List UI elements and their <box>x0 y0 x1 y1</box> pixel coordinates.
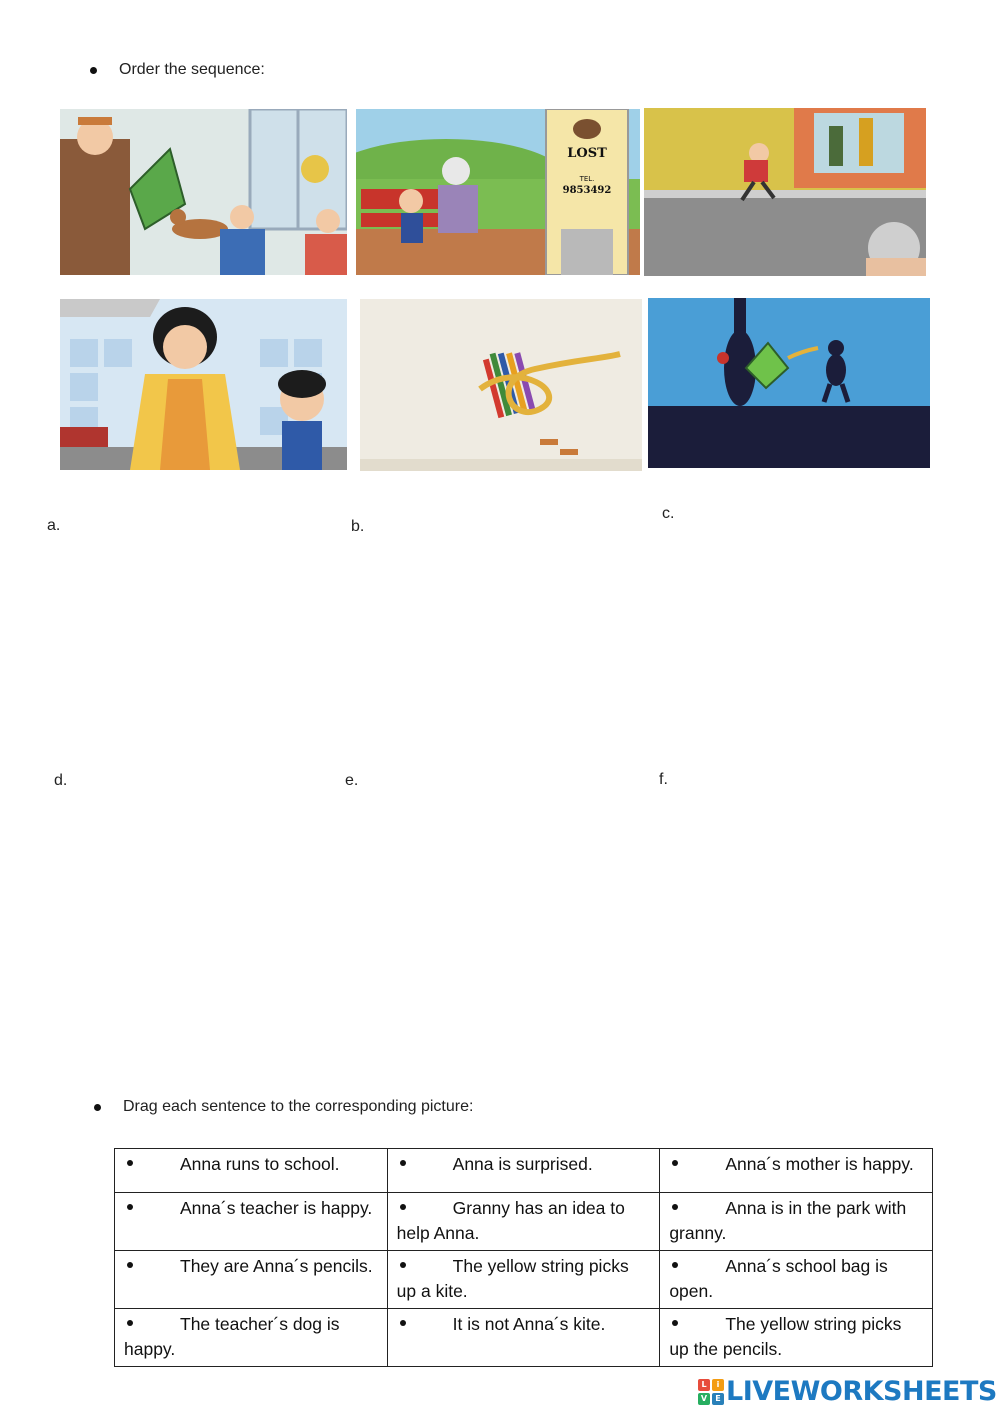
bullet-icon <box>94 1104 101 1111</box>
picture-mother-kitchen <box>60 299 347 470</box>
sentence-cell[interactable]: The yellow string picks up the pencils. <box>660 1309 933 1367</box>
sentence-cell[interactable]: Anna is surprised. <box>387 1149 660 1193</box>
poster-lost-text: LOST <box>567 146 607 161</box>
bullet-icon <box>127 1204 133 1210</box>
bullet-icon <box>90 67 97 74</box>
poster-number-text: 9853492 <box>562 185 612 196</box>
poster-tel-text: TEL. <box>579 175 595 183</box>
table-row <box>115 1251 933 1309</box>
bullet-icon <box>400 1160 406 1166</box>
table-row <box>115 1309 933 1367</box>
sentence-cell[interactable]: Anna´s mother is happy. <box>660 1149 933 1193</box>
bullet-icon <box>400 1320 406 1326</box>
sentence-cell[interactable]: It is not Anna´s kite. <box>387 1309 660 1367</box>
liveworksheets-logo-icon: L i V E <box>698 1379 724 1405</box>
answer-label-f: f. <box>659 771 668 788</box>
table-row <box>115 1149 933 1193</box>
liveworksheets-logo-text: LIVEWORKSHEETS <box>726 1376 997 1407</box>
order-instruction-text: Order the sequence: <box>119 61 265 78</box>
bullet-icon <box>127 1262 133 1268</box>
sentence-cell[interactable]: Anna´s teacher is happy. <box>115 1193 388 1251</box>
answer-label-b: b. <box>351 518 365 535</box>
sentence-cell[interactable]: Anna´s school bag is open. <box>660 1251 933 1309</box>
sentence-cell[interactable]: The yellow string picks up a kite. <box>387 1251 660 1309</box>
bullet-icon <box>672 1262 678 1268</box>
answer-label-e: e. <box>345 772 359 789</box>
sentence-cell[interactable]: Anna is in the park with granny. <box>660 1193 933 1251</box>
bullet-icon <box>127 1160 133 1166</box>
order-instruction <box>90 61 265 79</box>
picture-string-pencils <box>360 299 642 471</box>
answer-label-c: c. <box>662 505 675 522</box>
sentence-cell[interactable]: They are Anna´s pencils. <box>115 1251 388 1309</box>
picture-running-school <box>644 108 926 276</box>
bullet-icon <box>400 1262 406 1268</box>
sentence-cell[interactable]: The teacher´s dog is happy. <box>115 1309 388 1367</box>
sentence-cell[interactable]: Granny has an idea to help Anna. <box>387 1193 660 1251</box>
sentence-cell[interactable]: Anna runs to school. <box>115 1149 388 1193</box>
liveworksheets-logo[interactable] <box>698 1376 997 1407</box>
picture-kite-silhouette <box>648 298 930 468</box>
answer-label-a: a. <box>47 517 61 534</box>
bullet-icon <box>672 1160 678 1166</box>
drag-instruction-text: Drag each sentence to the corresponding picture: <box>123 1098 474 1115</box>
sentences-table <box>114 1148 933 1367</box>
bullet-icon <box>400 1204 406 1210</box>
drag-instruction <box>94 1098 473 1116</box>
bullet-icon <box>672 1204 678 1210</box>
bullet-icon <box>672 1320 678 1326</box>
bullet-icon <box>127 1320 133 1326</box>
table-row <box>115 1193 933 1251</box>
picture-teacher-dog <box>60 109 347 275</box>
answer-label-d: d. <box>54 772 68 789</box>
picture-park-bench <box>356 109 640 275</box>
